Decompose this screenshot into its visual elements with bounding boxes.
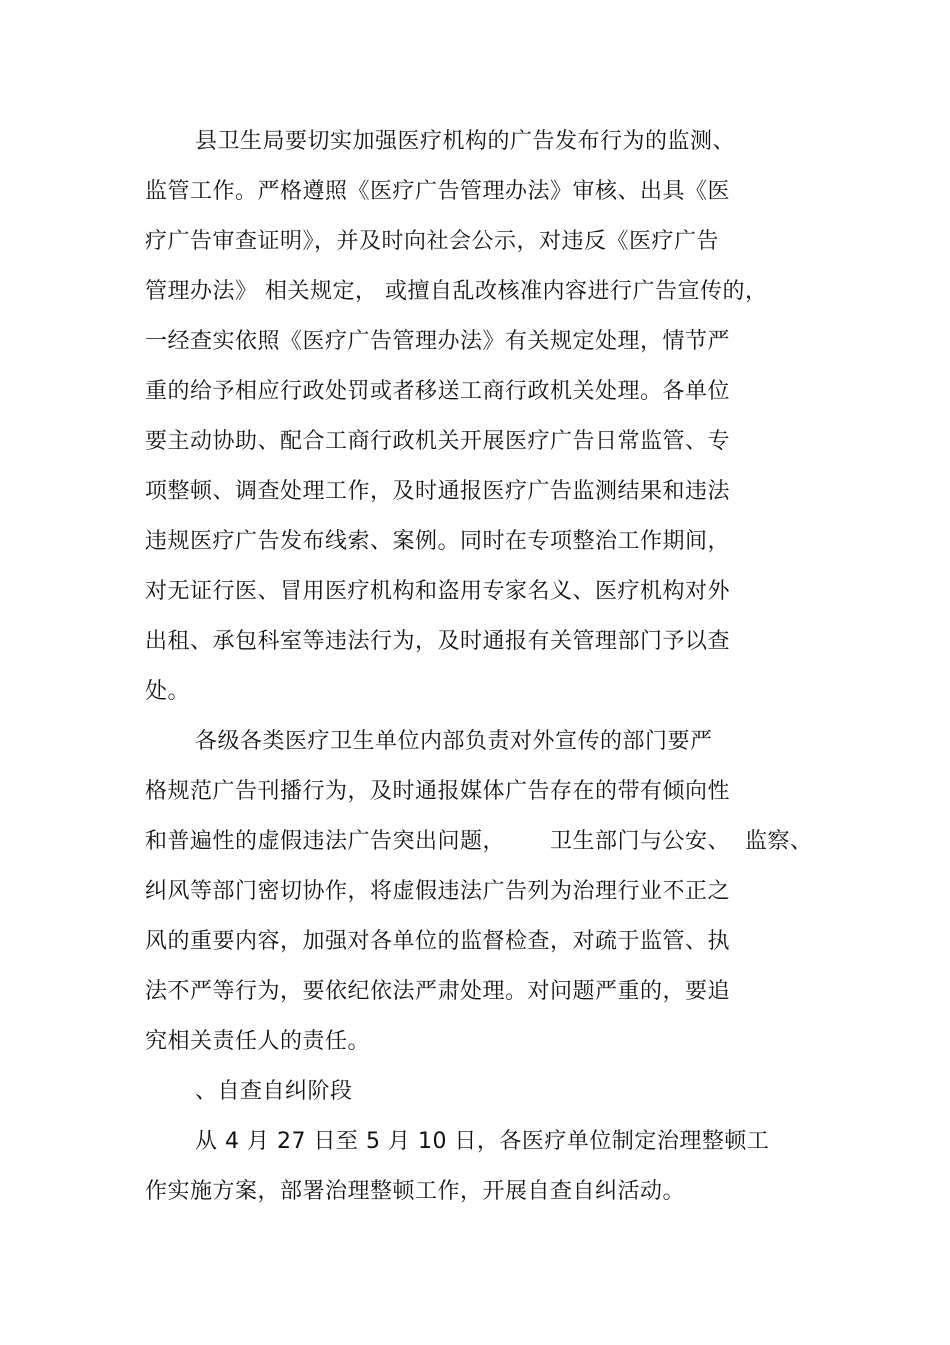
text-line: 各级各类医疗卫生单位内部负责对外宣传的部门要严 bbox=[195, 729, 713, 754]
text-line: 作实施方案，部署治理整顿工作，开展自查自纠活动。 bbox=[145, 1179, 686, 1204]
text-line: 疗广告审查证明》，并及时向社会公示，对违反《医疗广告 bbox=[145, 229, 720, 254]
text-line: 处。 bbox=[145, 679, 191, 704]
text-line: 县卫生局要切实加强医疗机构的广告发布行为的监测、 bbox=[195, 129, 736, 154]
text-line: 违规医疗广告发布线索、案例。同时在专项整治工作期间， bbox=[145, 529, 731, 554]
text-line: 风的重要内容，加强对各单位的监督检查，对疏于监管、执 bbox=[145, 929, 731, 954]
text-line: 从 4 月 27 日至 5 月 10 日，各医疗单位制定治理整顿工 bbox=[195, 1129, 770, 1154]
text-line: 和普遍性的虚假违法广告突出问题， 卫生部门与公安、 监察、 bbox=[145, 829, 813, 854]
section-heading: 、自查自纠阶段 bbox=[195, 1079, 353, 1104]
text-line: 要主动协助、配合工商行政机关开展医疗广告日常监管、专 bbox=[145, 429, 731, 454]
text-line: 究相关责任人的责任。 bbox=[145, 1029, 371, 1054]
text-line: 格规范广告刊播行为，及时通报媒体广告存在的带有倾向性 bbox=[145, 779, 731, 804]
text-line: 一经查实依照《医疗广告管理办法》有关规定处理，情节严 bbox=[145, 329, 731, 354]
text-line: 项整顿、调查处理工作，及时通报医疗广告监测结果和违法 bbox=[145, 479, 731, 504]
text-line: 监管工作。严格遵照《医疗广告管理办法》审核、出具《医 bbox=[145, 179, 731, 204]
text-line: 重的给予相应行政处罚或者移送工商行政机关处理。各单位 bbox=[145, 379, 731, 404]
text-line: 对无证行医、冒用医疗机构和盗用专家名义、医疗机构对外 bbox=[145, 579, 731, 604]
text-line: 法不严等行为，要依纪依法严肃处理。对问题严重的，要追 bbox=[145, 979, 731, 1004]
text-line: 纠风等部门密切协作，将虚假违法广告列为治理行业不正之 bbox=[145, 879, 731, 904]
text-line: 管理办法》 相关规定， 或擅自乱改核准内容进行广告宣传的， bbox=[145, 279, 768, 304]
text-line: 出租、承包科室等违法行为，及时通报有关管理部门予以查 bbox=[145, 629, 731, 654]
